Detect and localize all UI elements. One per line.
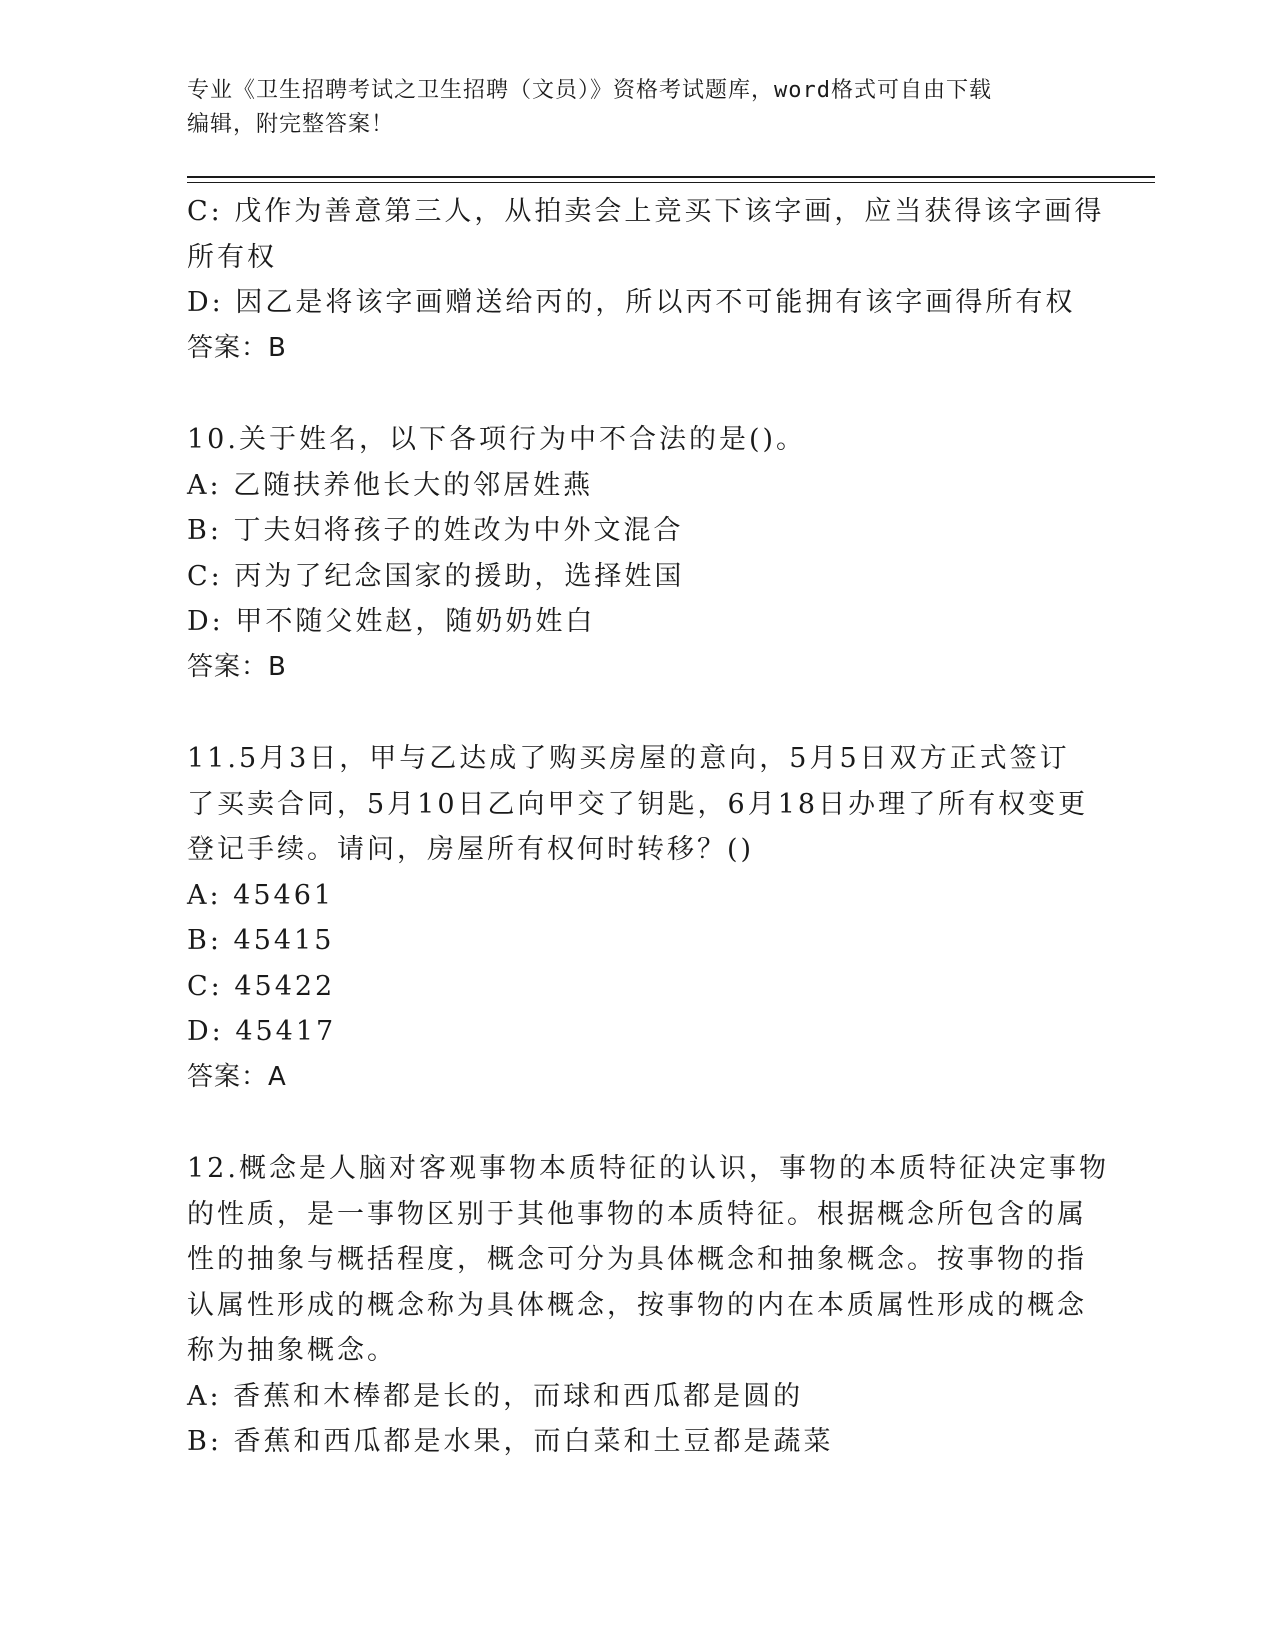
header-rule-thick: [187, 176, 1155, 178]
q11-answer: 答案：A: [187, 1061, 287, 1092]
q11-option-d: D: 45417: [187, 1016, 337, 1047]
prev-option-d: D: 因乙是将该字画赠送给丙的，所以丙不可能拥有该字画得所有权: [187, 287, 1076, 318]
spacer: [187, 690, 1087, 736]
document-header: [187, 74, 1077, 142]
q10-option-d: D: 甲不随父姓赵，随奶奶姓白: [187, 606, 596, 637]
q12-question-line-4: 认属性形成的概念称为具体概念，按事物的内在本质属性形成的概念: [187, 1289, 1087, 1321]
header-line-2: 编辑，附完整答案！: [187, 112, 395, 137]
spacer: [187, 371, 1087, 417]
q12-question-line-1: 12.概念是人脑对客观事物本质特征的认识，事物的本质特征决定事物: [187, 1153, 1109, 1184]
prev-answer: 答案：B: [187, 332, 287, 363]
document-body: [187, 189, 1109, 1465]
q12-question-line-5: 称为抽象概念。: [187, 1335, 397, 1366]
prev-option-c-line-1: C: 戊作为善意第三人，从拍卖会上竞买下该字画，应当获得该字画得: [187, 196, 1105, 227]
q10-option-a: A: 乙随扶养他长大的邻居姓燕: [187, 469, 594, 501]
q11-option-c: C: 45422: [187, 970, 336, 1002]
q10-option-b: B: 丁夫妇将孩子的姓改为中外文混合: [187, 515, 684, 546]
q10-answer: 答案：B: [187, 651, 287, 682]
q12-option-b: B: 香蕉和西瓜都是水果，而白菜和土豆都是蔬菜: [187, 1426, 834, 1457]
q12-option-a: A: 香蕉和木棒都是长的，而球和西瓜都是圆的: [187, 1380, 804, 1412]
q10-option-c: C: 丙为了纪念国家的援助，选择姓国: [187, 560, 685, 592]
prev-option-c-line-2: 所有权: [187, 241, 277, 273]
q12-question-line-3: 性的抽象与概括程度，概念可分为具体概念和抽象概念。按事物的指: [187, 1244, 1087, 1275]
q11-question-line-2: 了买卖合同，5月10日乙向甲交了钥匙，6月18日办理了所有权变更: [187, 788, 1089, 820]
header-line-1: 专业《卫生招聘考试之卫生招聘（文员）》资格考试题库，word格式可自由下载: [187, 78, 992, 103]
header-rule-thin: [187, 182, 1155, 183]
q11-question-line-3: 登记手续。请问，房屋所有权何时转移？(): [187, 834, 755, 865]
q10-question: 10.关于姓名，以下各项行为中不合法的是()。: [187, 424, 807, 455]
q11-option-b: B: 45415: [187, 925, 335, 956]
q11-question-line-1: 11.5月3日，甲与乙达成了购买房屋的意向，5月5日双方正式签订: [187, 743, 1070, 774]
q12-question-line-2: 的性质，是一事物区别于其他事物的本质特征。根据概念所包含的属: [187, 1198, 1087, 1230]
spacer: [187, 1100, 1087, 1146]
q11-option-a: A: 45461: [187, 879, 335, 911]
